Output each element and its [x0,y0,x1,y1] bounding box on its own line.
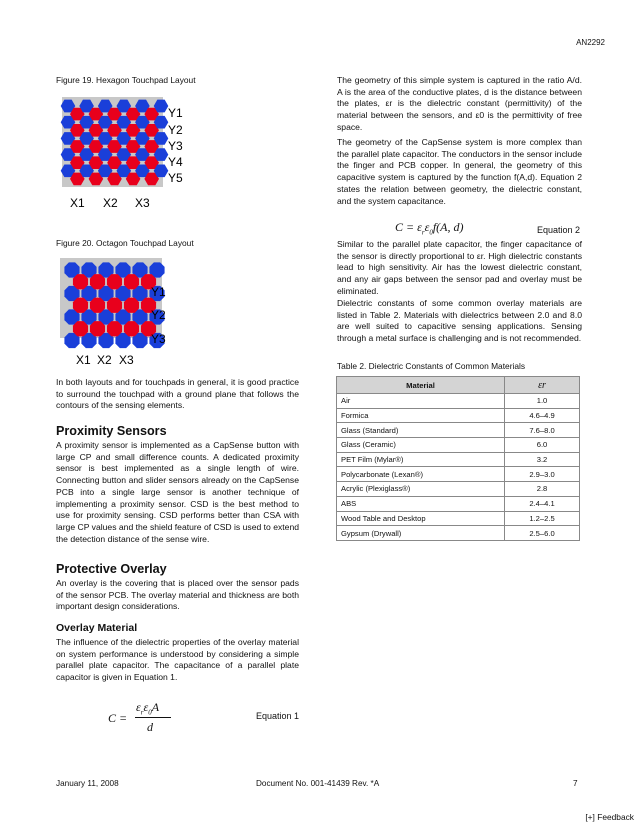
table-row [337,496,580,511]
figure20-caption: Figure 20. Octagon Touchpad Layout [56,238,194,248]
similar-paragraph: Similar to the parallel plate capacitor, the finger capacitance of the sensor is directly proportional to εr. High dielectric constants lead to high sensitivity. Air has the lowest dielectric constant, and any air gaps between the sensor pad and overlay must be eliminated. [337,239,582,296]
y-octagon-pad [107,274,122,289]
figure19-row-label: Y5 [168,171,183,185]
figure19-row-label: Y3 [168,139,183,153]
value-cell: 7.6–8.0 [505,423,580,438]
figure20-row-label: Y1 [151,285,166,299]
material-cell: Gypsum (Drywall) [337,526,505,541]
value-cell: 1.0 [505,394,580,409]
table-header-row [337,377,580,394]
material-cell: Formica [337,408,505,423]
y-octagon-pad [73,298,88,313]
y-octagon-pad [107,298,122,313]
equation2-label: Equation 2 [537,225,581,235]
y-octagon-pad [124,274,139,289]
equation2: $C = \varepsilon_r\varepsilon_0f(A$, d) [395,220,464,237]
y-octagon-pad [124,298,139,313]
dielectric-table [336,376,580,541]
y-octagon-pad [73,274,88,289]
protective-overlay-heading: Protective Overlay [56,562,167,576]
octagon-grid [64,262,164,348]
table-row [337,526,580,541]
table-header-er: εr [505,377,580,394]
footer-date: January 11, 2008 [56,779,119,788]
value-cell: 2.4–4.1 [505,496,580,511]
geometry-paragraph-2: The geometry of the CapSense system is more complex than the parallel plate capacitor. The conductors in the sensor include the finger and PCB copper. In general, the geometry of this capacitive system is captured by the function f(A,d). Equation 2 states the relation between geometry, the dielectric constant, and the system capacitance. [337,137,582,206]
material-cell: Glass (Standard) [337,423,505,438]
table-row [337,511,580,526]
value-cell: 2.9–3.0 [505,467,580,482]
y-octagon-pad [73,321,88,336]
material-cell: PET Film (Mylar®) [337,452,505,467]
table-row [337,408,580,423]
figure20-row-label: Y2 [151,308,166,322]
material-cell: Acrylic (Plexiglass®) [337,482,505,497]
footer-page-number: 7 [573,779,578,788]
dielectric-paragraph: Dielectric constants of some common overlay materials are listed in Table 2. Materials with dielectrics between 2.0 and 8.0 are well suited to capacitive sensing applications. Sensing through a metal surface is challenging and is not recommended. [337,298,582,344]
proximity-paragraph: A proximity sensor is implemented as a CapSense button with large CP and small difference counts. A dedicated proximity sensor is best implemented as a single length of wire. Connecting button and slider sensors already on the CapSense PCB into a single large sensor is another technique of implementing a proximity sensor. CSD is the best method to use for proximity sensing. CSD performs better than CSA with large CP values and the shield feature of CSD is used to extend the detection distance of the sense wire. [56,440,299,544]
proximity-heading: Proximity Sensors [56,424,167,438]
overlay-material-heading: Overlay Material [56,622,138,634]
intro-paragraph: In both layouts and for touchpads in general, it is good practice to surround the touchpad with a ground plane that follows the contours of the sensing elements. [56,377,299,411]
value-cell: 2.8 [505,482,580,497]
figure20-col-label: X1 [76,353,91,367]
equation1: C = $\varepsilon_r\varepsilon_0A$ d [108,700,188,740]
figure20-col-label: X2 [97,353,112,367]
y-octagon-pad [90,274,105,289]
geometry-paragraph-1: The geometry of this simple system is captured in the ratio A/d. A is the area of the conductive plates, d is the distance between the plates, εr is the dielectric constant (permittivity) of the material between the sensors, and ε0 is the permittivity of free space. [337,75,582,132]
material-cell: Polycarbonate (Lexan®) [337,467,505,482]
table-row [337,394,580,409]
table-row [337,482,580,497]
table-caption: Table 2. Dielectric Constants of Common Materials [337,361,526,371]
y-octagon-pad [107,321,122,336]
table-row [337,467,580,482]
octagon-touchpad-figure [56,253,216,369]
figure19-col-label: X2 [103,196,118,210]
material-cell: Air [337,394,505,409]
material-cell: Glass (Ceramic) [337,438,505,453]
figure19-caption: Figure 19. Hexagon Touchpad Layout [56,75,196,85]
material-paragraph: The influence of the dielectric properties of the overlay material on system performance is understood by considering a simple parallel plate capacitor. The capacitance of a parallel plate capacitor is given in Equation 1. [56,637,299,683]
table-row [337,423,580,438]
figure20-row-label: Y3 [151,332,166,346]
footer-doc-number: Document No. 001-41439 Rev. *A [256,779,380,788]
value-cell: 4.6–4.9 [505,408,580,423]
value-cell: 2.5–6.0 [505,526,580,541]
table-header-material: Material [337,377,505,394]
y-octagon-pad [90,298,105,313]
table-row [337,452,580,467]
material-cell: Wood Table and Desktop [337,511,505,526]
table-row [337,438,580,453]
feedback-link[interactable]: [+] Feedback [585,812,634,822]
y-octagon-pad [90,321,105,336]
value-cell: 3.2 [505,452,580,467]
hexagon-touchpad-figure [56,90,216,214]
value-cell: 1.2–2.5 [505,511,580,526]
figure19-row-label: Y2 [168,123,183,137]
value-cell: 6.0 [505,438,580,453]
equation1-label: Equation 1 [256,711,300,721]
figure19-col-label: X3 [135,196,150,210]
figure19-row-label: Y4 [168,155,183,169]
y-octagon-pad [124,321,139,336]
doc-code: AN2292 [576,38,605,47]
figure19-row-label: Y1 [168,106,183,120]
figure19-col-label: X1 [70,196,85,210]
figure20-col-label: X3 [119,353,134,367]
overlay-paragraph: An overlay is the covering that is placed over the sensor pads of the sensor PCB. The overlay material and thickness are both important design considerations. [56,578,299,612]
material-cell: ABS [337,496,505,511]
